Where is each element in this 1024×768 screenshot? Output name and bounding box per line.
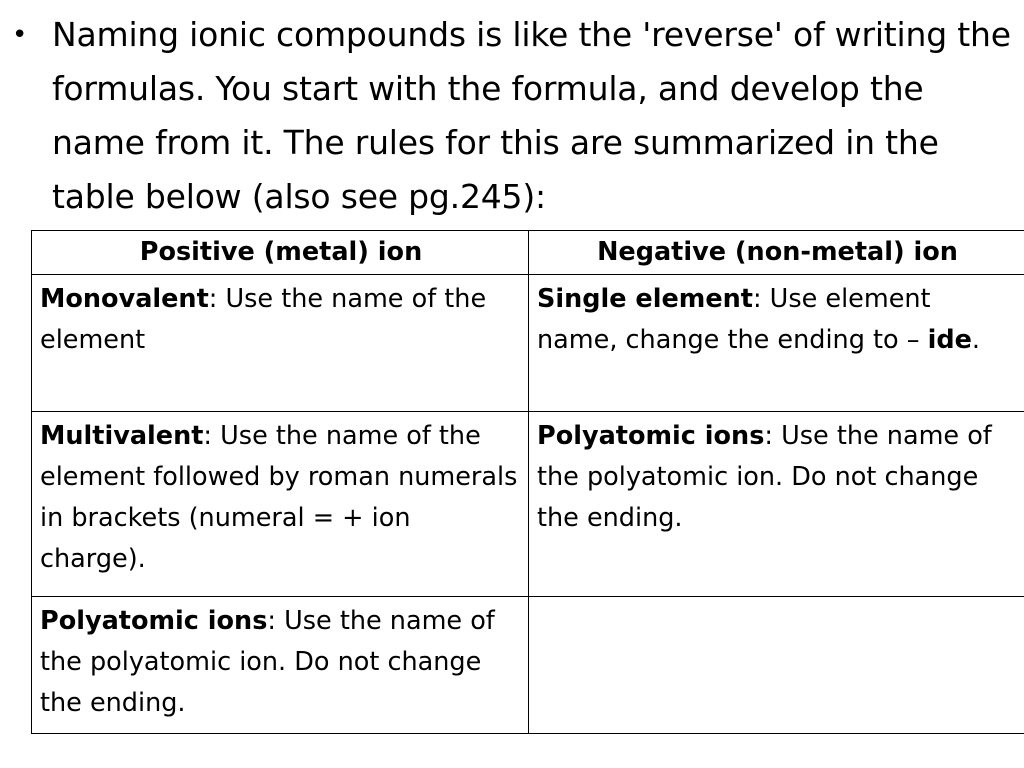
bullet-dot-icon: • [12, 20, 28, 50]
cell-multivalent [32, 412, 529, 597]
desc-single-element: : Use element name, change the ending to – [537, 284, 931, 355]
bullet-paragraph [10, 8, 1014, 224]
term-polyatomic-positive: Polyatomic ions [40, 606, 268, 636]
cell-empty [529, 597, 1024, 734]
header-positive-ion: Positive (metal) ion [32, 231, 529, 275]
desc-monovalent: : Use the name of the element [40, 284, 487, 355]
table-row [32, 275, 1024, 412]
cell-single-element [529, 275, 1024, 412]
table-header-row [32, 231, 1024, 275]
cell-polyatomic-positive [32, 597, 529, 734]
table-row [32, 412, 1024, 597]
term-ide: ide [927, 325, 972, 355]
term-single-element: Single element [537, 284, 753, 314]
intro-text: Naming ionic compounds is like the 'reverse' of writing the formulas. You start with the formula, and develop the name from it. The rules for this are summarized in the table below (also see pg.245): [52, 15, 1011, 216]
naming-rules-table [31, 230, 1024, 734]
term-multivalent: Multivalent [40, 421, 204, 451]
header-negative-ion: Negative (non-metal) ion [529, 231, 1024, 275]
cell-monovalent [32, 275, 529, 412]
term-monovalent: Monovalent [40, 284, 209, 314]
cell-polyatomic-negative [529, 412, 1024, 597]
term-polyatomic-negative: Polyatomic ions [537, 421, 765, 451]
desc-polyatomic-positive: : Use the name of the polyatomic ion. Do not change the ending. [40, 606, 495, 718]
table-row [32, 597, 1024, 734]
desc-multivalent: : Use the name of the element followed by roman numerals in brackets (numeral = + ion charge). [40, 421, 518, 574]
naming-rules-table-container [31, 230, 1024, 734]
desc-ide-period: . [971, 325, 980, 355]
desc-polyatomic-negative: : Use the name of the polyatomic ion. Do not change the ending. [537, 421, 992, 533]
